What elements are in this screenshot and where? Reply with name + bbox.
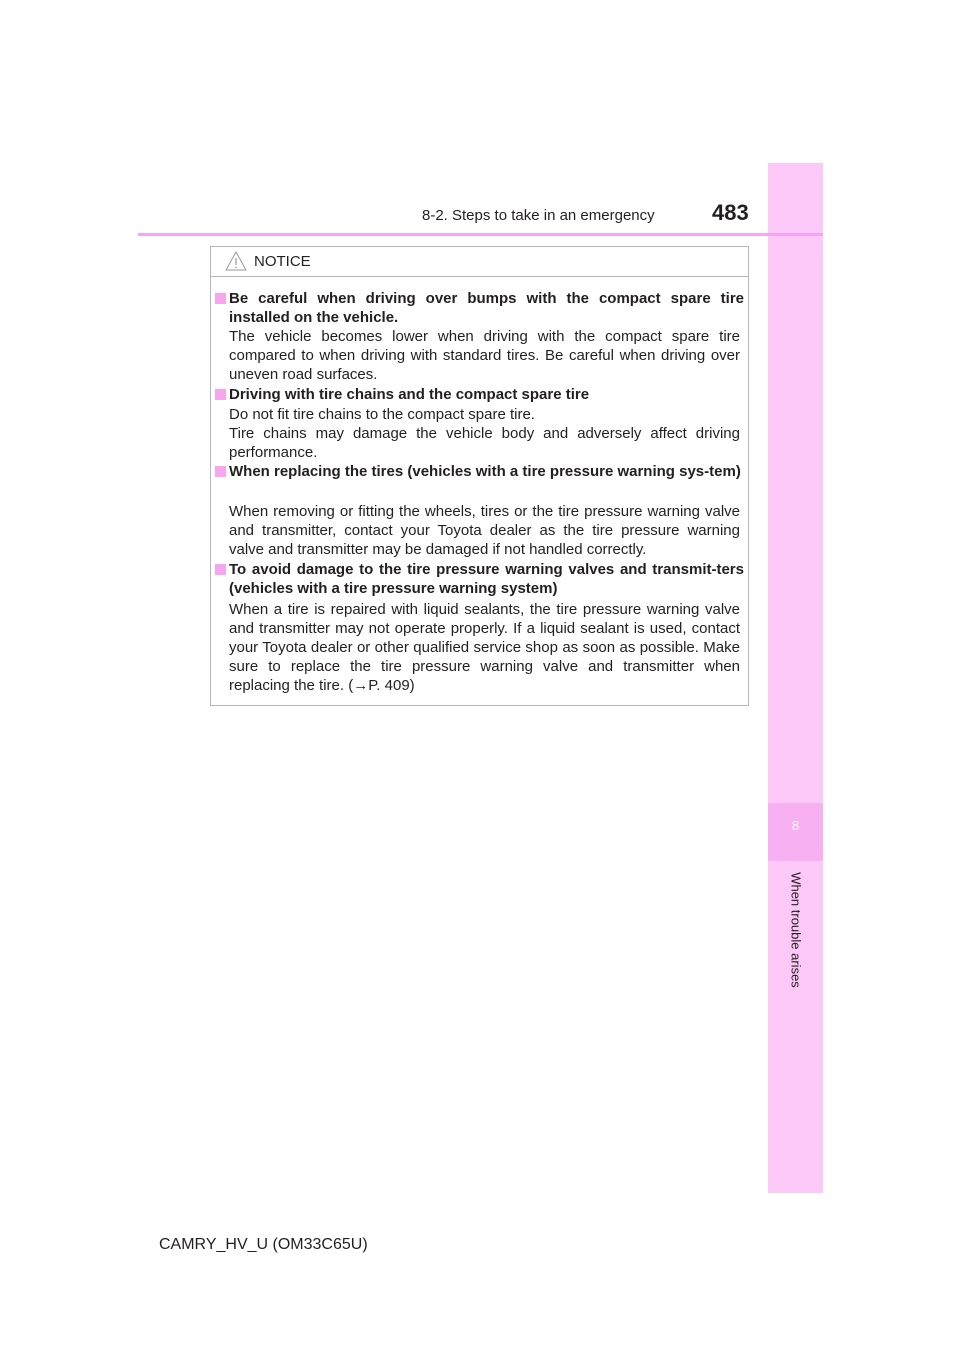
chapter-side-tab [768, 163, 823, 1193]
item-body: When removing or fitting the wheels, tires or the tire pressure warning valve and transmitter, contact your Toyota dealer as the tire pressure warning valve and transmitter may be damaged if not handled correctly. [229, 503, 740, 558]
chapter-label: When trouble arises [788, 872, 804, 988]
bullet-square [215, 466, 226, 477]
chapter-number: 8 [791, 818, 800, 833]
item-body: Do not fit tire chains to the compact spare tire. [229, 406, 535, 423]
page-number: 483 [712, 200, 749, 225]
item-body: The vehicle becomes lower when driving with the compact spare tire compared to when driving with standard tires. Be careful when driving over uneven road surfaces. [229, 328, 740, 383]
bullet-square [215, 389, 226, 400]
section-title: 8-2. Steps to take in an emergency [422, 207, 655, 224]
item-heading: Be careful when driving over bumps with the compact spare tire installed on the vehicle. [229, 290, 744, 326]
notice-label: NOTICE [254, 253, 311, 270]
bullet-square [215, 564, 226, 575]
document-code: CAMRY_HV_U (OM33C65U) [159, 1236, 368, 1253]
item-heading: To avoid damage to the tire pressure warning valves and transmit-ters (vehicles with a tire pressure warning system) [229, 561, 744, 597]
notice-header [211, 247, 748, 277]
warning-triangle-icon [225, 251, 247, 271]
item-heading: When replacing the tires (vehicles with a tire pressure warning sys-tem) [229, 463, 741, 480]
item-body: Tire chains may damage the vehicle body and adversely affect driving performance. [229, 425, 740, 461]
item-body: When a tire is repaired with liquid sealants, the tire pressure warning valve and transmitter may not operate properly. If a liquid sealant is used, contact your Toyota dealer or other qualified service shop as soon as possible. Make sure to replace the tire pressure warning valve and transmitter when replacing the tire. (→P. 409) [229, 601, 740, 694]
bullet-square [215, 293, 226, 304]
item-heading: Driving with tire chains and the compact spare tire [229, 386, 590, 403]
header-rule [138, 233, 823, 236]
